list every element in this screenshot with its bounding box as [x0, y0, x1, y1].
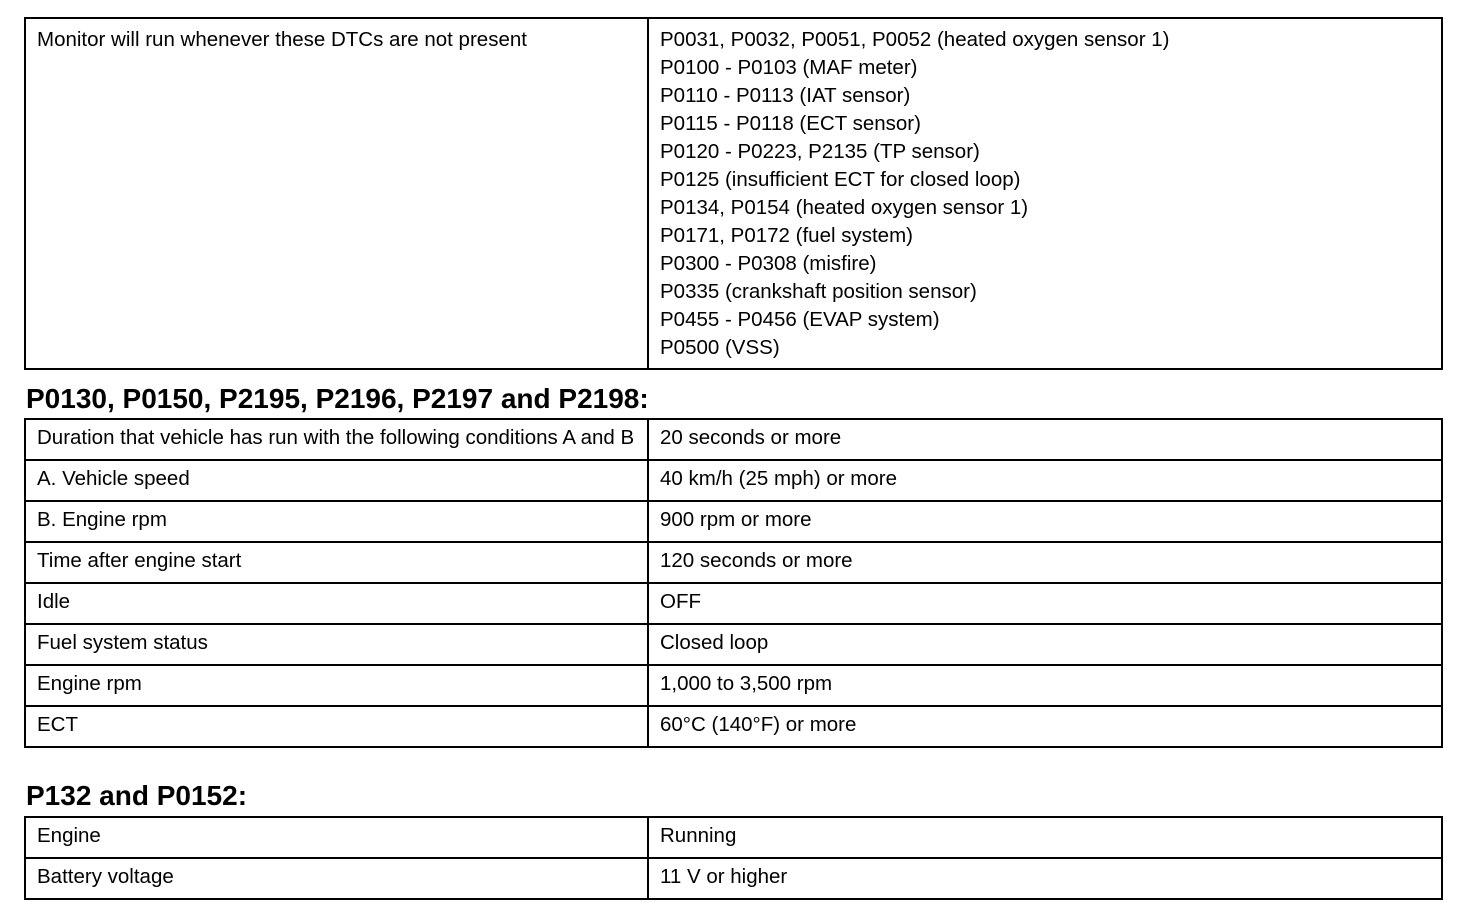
condition-value: 60°C (140°F) or more — [648, 706, 1442, 747]
condition-item: B. Engine rpm — [25, 501, 648, 542]
condition-item: Idle — [25, 583, 648, 624]
condition-value: 120 seconds or more — [648, 542, 1442, 583]
monitor-dtc-table — [24, 17, 1443, 370]
dtc-list-item: P0171, P0172 (fuel system) — [660, 224, 913, 247]
dtc-list-cell — [648, 18, 1442, 369]
table-row — [25, 542, 1442, 583]
condition-value: 20 seconds or more — [648, 419, 1442, 460]
table-row — [25, 706, 1442, 747]
condition-value: Running — [648, 817, 1442, 858]
table-row — [25, 817, 1442, 858]
section-heading-p132-p0152: P132 and P0152: — [26, 780, 248, 811]
condition-item: Engine rpm — [25, 665, 648, 706]
dtc-list-item: P0300 - P0308 (misfire) — [660, 252, 877, 275]
condition-item: ECT — [25, 706, 648, 747]
dtc-list-item: P0335 (crankshaft position sensor) — [660, 280, 977, 303]
condition-table-oxygen-sensor — [24, 418, 1443, 748]
table-row — [25, 624, 1442, 665]
table-row — [25, 501, 1442, 542]
condition-item: Duration that vehicle has run with the following conditions A and B — [25, 419, 648, 460]
condition-value: Closed loop — [648, 624, 1442, 665]
condition-value: 11 V or higher — [648, 858, 1442, 899]
dtc-list-item: P0500 (VSS) — [660, 336, 780, 359]
dtc-list-item: P0120 - P0223, P2135 (TP sensor) — [660, 140, 980, 163]
table-row — [25, 18, 1442, 369]
dtc-list-item: P0031, P0032, P0051, P0052 (heated oxygen sensor 1) — [660, 28, 1170, 51]
condition-item: A. Vehicle speed — [25, 460, 648, 501]
table-row — [25, 665, 1442, 706]
dtc-list-item: P0125 (insufficient ECT for closed loop) — [660, 168, 1021, 191]
table-row — [25, 858, 1442, 899]
condition-item: Fuel system status — [25, 624, 648, 665]
condition-value: OFF — [648, 583, 1442, 624]
condition-value: 40 km/h (25 mph) or more — [648, 460, 1442, 501]
condition-table-p132-p0152 — [24, 816, 1443, 900]
dtc-list-item: P0100 - P0103 (MAF meter) — [660, 56, 918, 79]
table-row — [25, 419, 1442, 460]
section-heading-oxygen-sensor-dtcs: P0130, P0150, P2195, P2196, P2197 and P2198: — [26, 383, 649, 414]
condition-value: 900 rpm or more — [648, 501, 1442, 542]
condition-value: 1,000 to 3,500 rpm — [648, 665, 1442, 706]
dtc-list-item: P0115 - P0118 (ECT sensor) — [660, 112, 921, 135]
condition-item: Battery voltage — [25, 858, 648, 899]
table-row — [25, 460, 1442, 501]
table-row — [25, 583, 1442, 624]
condition-item: Engine — [25, 817, 648, 858]
dtc-list-item: P0455 - P0456 (EVAP system) — [660, 308, 940, 331]
condition-item: Time after engine start — [25, 542, 648, 583]
dtc-list-item: P0110 - P0113 (IAT sensor) — [660, 84, 911, 107]
dtc-list-item: P0134, P0154 (heated oxygen sensor 1) — [660, 196, 1029, 219]
monitor-condition-label: Monitor will run whenever these DTCs are not present — [25, 18, 648, 369]
